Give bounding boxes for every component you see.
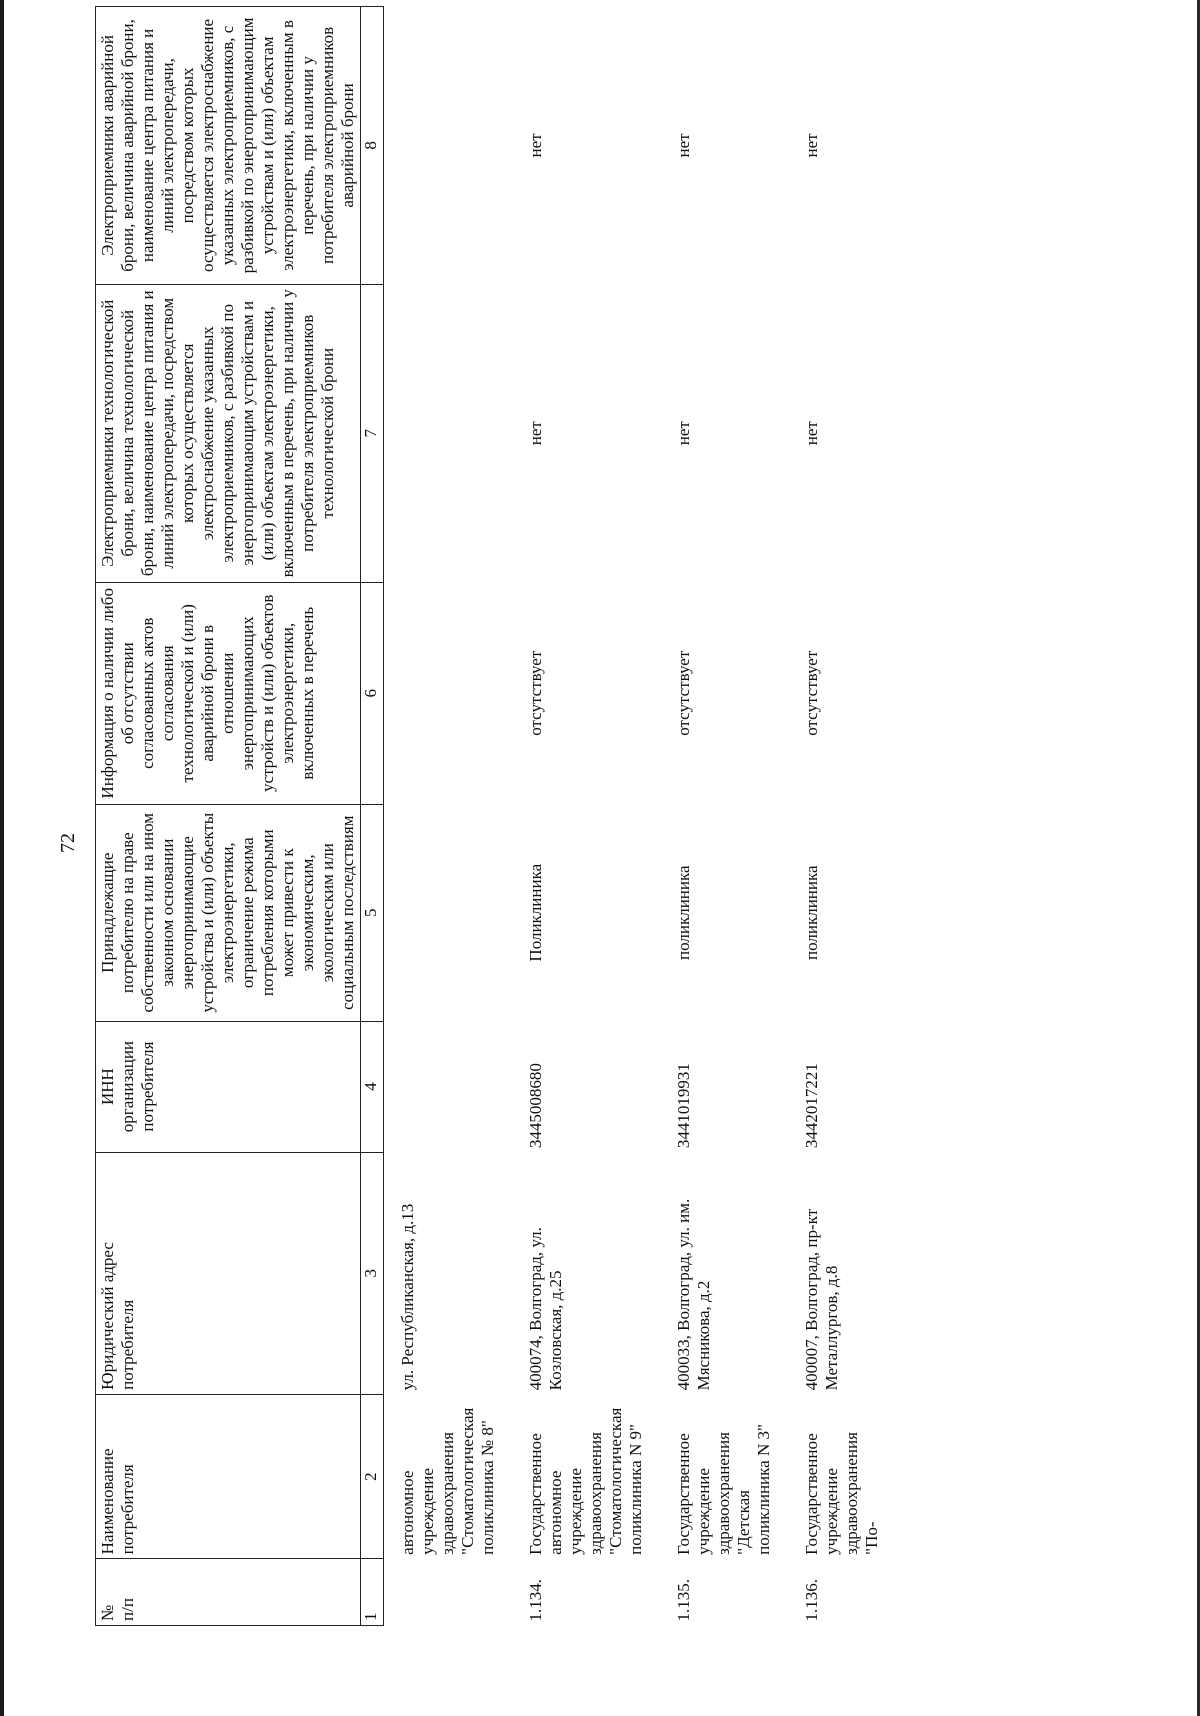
row-tech-reserve: нет bbox=[674, 421, 693, 446]
row-inn: 3445008680 bbox=[526, 1063, 545, 1149]
table-row bbox=[384, 7, 513, 1626]
row-inn: 3442017221 bbox=[802, 1063, 821, 1149]
table-row bbox=[788, 7, 896, 1626]
row-tech-reserve bbox=[384, 284, 513, 582]
row-objects bbox=[384, 804, 513, 1021]
row-address: 400007, Волгоград, пр-кт Металлургов, д.8 bbox=[802, 1208, 841, 1391]
row-acts: отсутствует bbox=[802, 650, 821, 736]
header-num: № п/п bbox=[96, 1559, 361, 1626]
row-acts: отсутствует bbox=[674, 650, 693, 736]
row-emergency-reserve bbox=[384, 7, 513, 285]
row-acts bbox=[384, 582, 513, 804]
column-number: 3 bbox=[361, 1152, 384, 1394]
header-acts: Информация о наличии либо об отсутствии согласованных актов согласования технологической и (или) аварийной брони в отношении энергопринимающих устройств и (или) объектов электроэнергетики, включенных в перечень bbox=[96, 582, 361, 804]
table-row bbox=[660, 7, 788, 1626]
row-address: 400074, Волгоград, ул. Козловская, д.25 bbox=[526, 1227, 565, 1391]
column-numbers-row bbox=[361, 7, 384, 1626]
row-tech-reserve: нет bbox=[526, 421, 545, 446]
header-emergency-reserve: Электроприемники аварийной брони, величина аварийной брони, наименование центра питания и линий электропередачи, посредством которых осуществляется электроснабжение указанных электроприемников, с разбивкой по энергопринимающим устройствам и (или) объектам электроэнергетики, включенным в перечень, при наличии у потребителя электроприемников аварийной брони bbox=[96, 7, 361, 285]
row-consumer-name: Государственное автономное учреждение здравоохранения "Стоматологическая поликлиника N 9" bbox=[526, 1407, 645, 1555]
column-number: 4 bbox=[361, 1021, 384, 1152]
row-num: 1.134. bbox=[526, 1579, 545, 1622]
header-name: Наименование потребителя bbox=[96, 1394, 361, 1558]
row-num: 1.136. bbox=[802, 1579, 821, 1622]
row-inn: 3441019931 bbox=[674, 1063, 693, 1149]
row-emergency-reserve: нет bbox=[526, 133, 545, 158]
row-address: 400033, Волгоград, ул. им. Мясникова, д.2 bbox=[674, 1198, 713, 1391]
column-number: 1 bbox=[361, 1559, 384, 1626]
row-objects: поликлиника bbox=[674, 865, 693, 960]
row-emergency-reserve: нет bbox=[674, 133, 693, 158]
row-inn bbox=[384, 1021, 513, 1152]
row-objects: поликлиника bbox=[802, 865, 821, 960]
row-consumer-name: Государственное учреждение здравоохранения "Детская поликлиника N 3" bbox=[674, 1424, 773, 1555]
row-consumer-name: автономное учреждение здравоохранения "Стоматологическая поликлиника № 8" bbox=[398, 1407, 497, 1555]
header-objects: Принадлежащие потребителю на праве собственности или на ином законном основании энергопринимающие устройства и (или) объекты электроэнергетики, ограничение режима потребления которыми может привести к экономическим, экологическим или социальным последствиям bbox=[96, 804, 361, 1021]
header-row bbox=[96, 7, 361, 1626]
row-tech-reserve: нет bbox=[802, 421, 821, 446]
column-number: 7 bbox=[361, 284, 384, 582]
column-number: 6 bbox=[361, 582, 384, 804]
row-objects: Поликлиника bbox=[526, 863, 545, 962]
column-number: 2 bbox=[361, 1394, 384, 1558]
row-address: ул. Республиканская, д.13 bbox=[398, 1203, 417, 1391]
row-num bbox=[384, 1559, 513, 1626]
header-tech-reserve: Электроприемники технологической брони, величина технологической брони, наименование центра питания и линий электропередачи, посредством которых осуществляется электроснабжение указанных электроприемников, с разбивкой по энергопринимающим устройствам и (или) объектам электроэнергетики, включенным в перечень, при наличии у потребителя электроприемников технологической брони bbox=[96, 284, 361, 582]
consumers-table bbox=[95, 6, 896, 1626]
header-address: Юридический адрес потребителя bbox=[96, 1152, 361, 1394]
row-consumer-name: Государственное учреждение здравоохранения "По- bbox=[802, 1432, 881, 1555]
page-number: 72 bbox=[57, 833, 79, 853]
row-num: 1.135. bbox=[674, 1579, 693, 1622]
table-row bbox=[512, 7, 660, 1626]
row-emergency-reserve: нет bbox=[802, 133, 821, 158]
column-number: 8 bbox=[361, 7, 384, 285]
header-inn: ИНН организации потребителя bbox=[96, 1021, 361, 1152]
row-acts: отсутствует bbox=[526, 650, 545, 736]
column-number: 5 bbox=[361, 804, 384, 1021]
